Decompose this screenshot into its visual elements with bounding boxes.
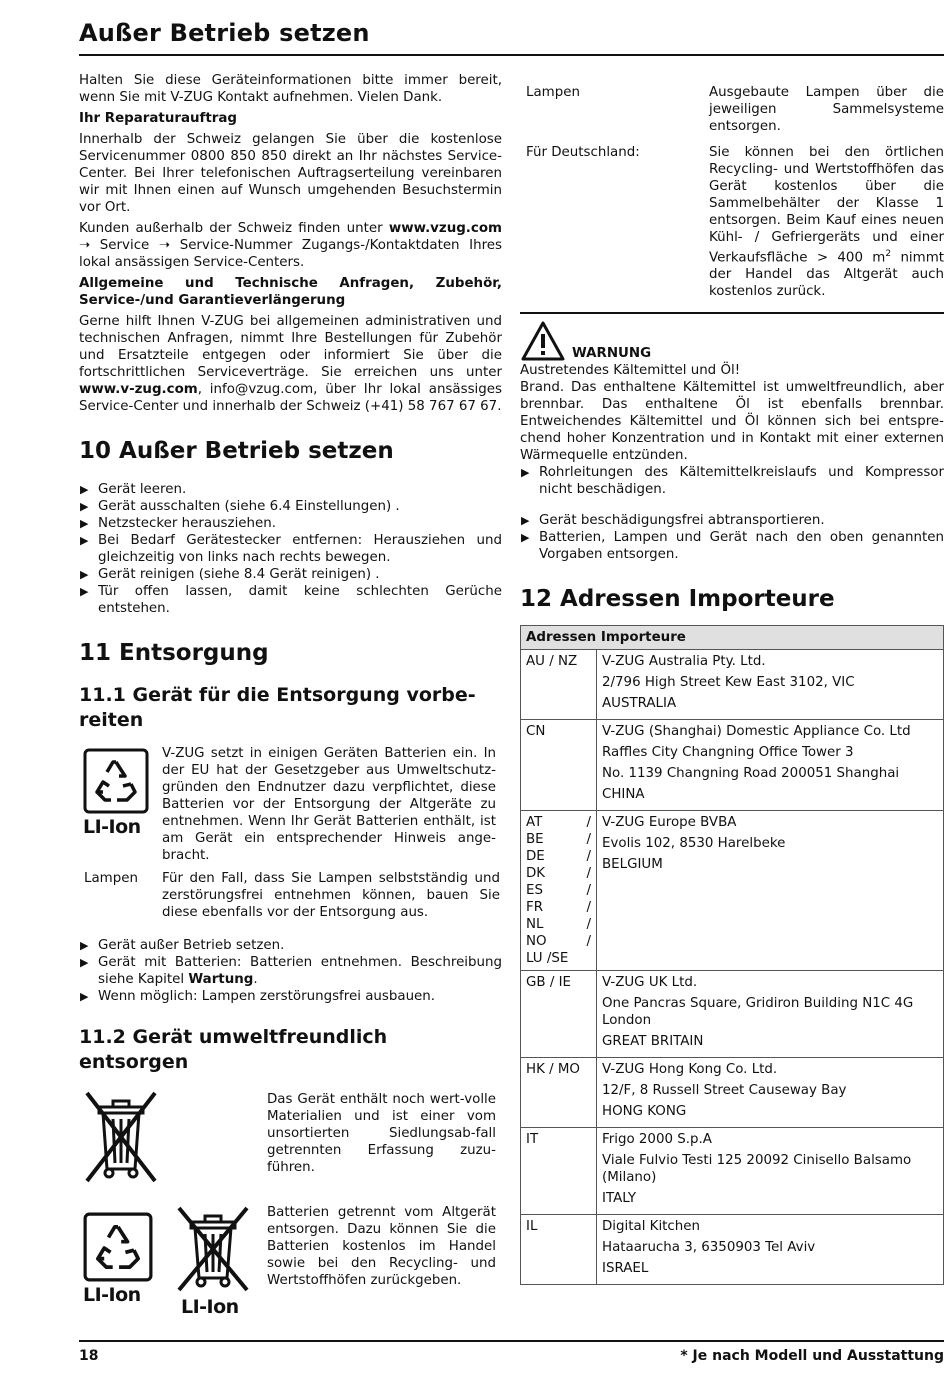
section-10-title: 10 Außer Betrieb setzen (79, 438, 394, 464)
lamps-desc: Für den Fall, dass Sie Lampen selbstständig und zerstörungsfrei entnehmen können, bauen Sie diese ebenfalls vor der Entsorgung aus. (162, 871, 500, 920)
abroad-text (79, 220, 502, 271)
address-line: V-ZUG Australia Pty. Ltd. (602, 654, 766, 670)
address-cell (597, 971, 944, 1058)
page-number: 18 (79, 1348, 99, 1364)
importers-table (520, 625, 944, 1285)
country-code: IL (526, 1219, 538, 1235)
address-line: Raffles City Changning Office Tower 3 (602, 745, 854, 761)
vzug-link[interactable]: www.vzug.com (388, 221, 502, 236)
list-item: ▶ Bei Bedarf Gerätestecker entfernen: Herausziehen und gleichzeitig von links nach rechts bewegen. (79, 532, 502, 566)
table-row (521, 1128, 944, 1215)
abroad-prefix: Kunden außerhalb der Schweiz finden unter (79, 221, 389, 236)
warning-box (520, 312, 944, 498)
li-ion-recycling-icon (79, 745, 162, 836)
list-item: ▶ Rohrleitungen des Kältemittelkreislaufs und Kompressor nicht beschädigen. (520, 464, 944, 498)
separator: / (586, 934, 591, 950)
country-code (526, 933, 591, 950)
country-code (526, 814, 591, 831)
address-cell (597, 650, 944, 720)
country-codes-cell (521, 971, 597, 1058)
section-11-2-title: 11.2 Gerät umweltfreundlich entsorgen (79, 1026, 388, 1073)
list-item: ▶ Gerät leeren. (79, 481, 502, 498)
address-cell (597, 1058, 944, 1128)
country-code-text: DE (526, 849, 545, 865)
country-codes-cell (521, 1215, 597, 1285)
crossed-bin-li-ion-icon (175, 1204, 265, 1316)
country-codes-cell (521, 811, 597, 971)
table-header: Adressen Importeure (521, 626, 944, 650)
v-zug-link[interactable]: www.v-zug.com (79, 382, 198, 397)
separator: / (586, 815, 591, 831)
lamps-term: Lampen (84, 871, 138, 886)
country-code-text: LU /SE (526, 951, 569, 967)
li-ion-label: LI-Ion (181, 1296, 239, 1318)
country-code-text: FR (526, 900, 544, 916)
country-code: AU / NZ (526, 654, 578, 670)
germany-definition (520, 144, 944, 300)
address-line: 2/796 High Street Kew East 3102, VIC (602, 675, 855, 691)
table-row (521, 1215, 944, 1285)
table-row (521, 971, 944, 1058)
address-cell (597, 1128, 944, 1215)
address-line: V-ZUG Europe BVBA (602, 815, 737, 831)
warning-steps (520, 464, 944, 498)
country-code (526, 916, 591, 933)
address-cell (597, 720, 944, 811)
list-item: ▶ Gerät reinigen (siehe 8.4 Gerät reinigen) . (79, 566, 502, 583)
address-line: V-ZUG (Shanghai) Domestic Appliance Co. Ltd (602, 724, 911, 740)
left-column (79, 72, 502, 1316)
warning-header (520, 318, 944, 362)
page-header (79, 18, 944, 56)
warning-label: WARNUNG (572, 346, 652, 362)
country-code: GB / IE (526, 975, 571, 991)
address-line: ITALY (602, 1191, 637, 1207)
address-line: AUSTRALIA (602, 696, 677, 712)
address-line: Digital Kitchen (602, 1219, 701, 1235)
list-item: ▶ Gerät ausschalten (siehe 6.4 Einstellungen) . (79, 498, 502, 515)
country-codes-cell (521, 1058, 597, 1128)
germany-desc (709, 144, 944, 300)
list-item-text: Gerät mit Batterien: Batterien entnehmen. Beschreibung siehe Kapitel (98, 955, 502, 987)
list-item: ▶ Gerät mit Batterien: Batterien entnehmen. Beschreibung siehe Kapitel Wartung. (79, 954, 502, 988)
section-12-title: 12 Adressen Importeure (520, 586, 835, 613)
abroad-suffix: ➝ Service ➝ Service-Nummer Zugangs-/Kontaktdaten Ihres lokal ansässigen Service-Centers. (79, 238, 502, 270)
list-item: ▶ Batterien, Lampen und Gerät nach den oben genannten Vorgaben entsorgen. (520, 529, 944, 563)
address-line: CHINA (602, 787, 645, 803)
inquiry-text (79, 313, 502, 415)
address-line: GREAT BRITAIN (602, 1034, 704, 1050)
weee-block (79, 1087, 502, 1190)
country-code: HK / MO (526, 1062, 580, 1078)
disposal-steps (520, 512, 944, 563)
address-line: Evolis 102, 8530 Harelbeke (602, 836, 786, 852)
country-code-text: ES (526, 883, 543, 899)
table-header-row (521, 626, 944, 650)
battery-block (79, 745, 502, 864)
country-code (526, 899, 591, 916)
warning-line1: Austretendes Kältemittel und Öl! (520, 363, 741, 379)
address-line: BELGIUM (602, 857, 663, 873)
crossed-bin-icon (79, 1087, 267, 1190)
germany-term: Für Deutschland: (526, 145, 640, 160)
page-title: Außer Betrieb setzen (79, 19, 370, 47)
lamps-disposal-definition (520, 84, 944, 135)
battery-text: V-ZUG setzt in einigen Geräten Batterien ein. In der EU hat der Gesetzgeber aus Umweltschutz-gründen den Endnutzer dazu verpflichtet, diese Batterien vor der Entsorgung der Altgeräte zu entnehmen. Wenn Ihr Gerät Batterien enthält, ist am Gerät ein entsprechender Hinweis ange-bracht. (162, 746, 496, 863)
battery-separate-text: Batterien getrennt vom Altgerät entsorgen. Dazu können Sie die Batterien kostenlos im Handel sowie bei den Recycling- und Wertstoffhöfen zurückgeben. (267, 1205, 496, 1288)
list-item: ▶ Gerät beschädigungsfrei abtransportieren. (520, 512, 944, 529)
separator: / (586, 917, 591, 933)
country-code-text: AT (526, 815, 543, 831)
country-code-text: NO (526, 934, 547, 950)
table-row (521, 1058, 944, 1128)
country-code-text: NL (526, 917, 544, 933)
country-codes-cell (521, 1128, 597, 1215)
li-ion-recycling-icon (83, 1204, 175, 1316)
country-code-text: DK (526, 866, 546, 882)
address-cell (597, 1215, 944, 1285)
battery-separate-block (79, 1204, 502, 1316)
address-line: 12/F, 8 Russell Street Causeway Bay (602, 1083, 847, 1099)
country-codes-cell (521, 650, 597, 720)
li-ion-label: LI-Ion (83, 816, 141, 838)
intro-text: Halten Sie diese Geräteinformationen bitte immer bereit, wenn Sie mit V-ZUG Kontakt aufnehmen. Vielen Dank. (79, 73, 502, 105)
separator: / (586, 866, 591, 882)
right-column (520, 84, 944, 1285)
country-code-text: BE (526, 832, 544, 848)
warning-text: Brand. Das enthaltene Kältemittel ist umweltfreundlich, aber brennbar. Das enthaltene Öl ist ebenfalls brennbar. Entweichendes Kältemittel und Öl können sich bei entspre-chend hoher Konzentration und in Kontakt mit einer externen Wärmequelle entzünden. (520, 380, 944, 464)
separator: / (586, 900, 591, 916)
country-code (526, 950, 591, 967)
germany-desc-a: Sie können bei den örtlichen Recycling- und Wertstoffhöfen das Gerät kostenlos über die Sammelbehälter der Klasse 1 entsorgen. Beim Kauf eines neuen Kühl- / Gefriergeräts und einer Verkaufsfläche > 400 m (709, 145, 944, 266)
repair-text: Innerhalb der Schweiz gelangen Sie über die kostenlose Servicenummer 0800 850 850 direkt an Ihr nächstes Service-Center. Bei Ihrer telefonischen Auftragserteilung vereinbaren wir mit Ihnen einen auf Wunsch umgehenden Besuchstermin vor Ort. (79, 132, 502, 215)
table-row (521, 650, 944, 720)
section-11-title: 11 Entsorgung (79, 640, 269, 666)
repair-heading: Ihr Reparaturauftrag (79, 111, 237, 126)
battery-icons (79, 1204, 267, 1316)
li-ion-label: LI-Ion (83, 1284, 141, 1306)
address-line: Frigo 2000 S.p.A (602, 1132, 712, 1148)
footer-note: * Je nach Modell und Ausstattung (680, 1348, 944, 1364)
address-line: One Pancras Square, Gridiron Building N1C 4G London (602, 996, 914, 1029)
address-line: No. 1139 Changning Road 200051 Shanghai (602, 766, 900, 782)
list-item: ▶ Wenn möglich: Lampen zerstörungsfrei ausbauen. (79, 988, 502, 1005)
list-item: ▶ Netzstecker herausziehen. (79, 515, 502, 532)
inquiry-prefix: Gerne hilft Ihnen V-ZUG bei allgemeinen administrativen und technischen Anfragen, nimmt Ihre Bestellungen für Zubehör und Ersatzteile entgegen oder informiert Sie über die fortschrittlichen Serviceverträge. Sie erreichen uns unter (79, 314, 502, 380)
country-code: CN (526, 724, 546, 740)
lamps-definition (79, 870, 502, 921)
warning-triangle-icon (520, 320, 566, 362)
table-row (521, 720, 944, 811)
section-11-1-steps (79, 937, 502, 1005)
address-line: V-ZUG Hong Kong Co. Ltd. (602, 1062, 778, 1078)
section-10-steps (79, 481, 502, 617)
address-cell (597, 811, 944, 971)
country-codes-cell (521, 720, 597, 811)
address-line: ISRAEL (602, 1261, 649, 1277)
country-code (526, 848, 591, 865)
germany-desc-b: nimmt der Handel das Altgerät auch kostenlos zurück. (709, 250, 944, 300)
section-11-1-title: 11.1 Gerät für die Entsorgung vorbe-reiten (79, 684, 476, 731)
lamps-term: Lampen (526, 85, 580, 100)
wartung-link[interactable]: Wartung (188, 972, 254, 987)
separator: / (586, 883, 591, 899)
inquiry-suffix: , info@vzug.com, über Ihr lokal ansässiges Service-Center und innerhalb der Schweiz (+41) 58 767 67 67. (79, 382, 502, 414)
importers-table-body (521, 650, 944, 1285)
address-line: Viale Fulvio Testi 125 20092 Cinisello Balsamo (Milano) (602, 1153, 912, 1186)
address-line: Hataarucha 3, 6350903 Tel Aviv (602, 1240, 816, 1256)
country-code (526, 831, 591, 848)
page-footer (79, 1340, 944, 1365)
weee-text: Das Gerät enthält noch wert-volle Materialien und ist einer vom unsortierten Siedlungsab-fall getrennten Erfassung zuzu-führen. (267, 1092, 496, 1175)
address-line: HONG KONG (602, 1104, 687, 1120)
list-item: ▶ Gerät außer Betrieb setzen. (79, 937, 502, 954)
lamps-desc: Ausgebaute Lampen über die jeweiligen Sammelsysteme entsorgen. (709, 85, 944, 134)
list-item: ▶ Tür offen lassen, damit keine schlechten Gerüche entstehen. (79, 583, 502, 617)
address-line: V-ZUG UK Ltd. (602, 975, 698, 991)
country-code: IT (526, 1132, 539, 1148)
country-code (526, 882, 591, 899)
country-code (526, 865, 591, 882)
inquiry-heading: Allgemeine und Technische Anfragen, Zubehör, Service-/und Garantieverlängerung (79, 276, 502, 308)
table-row (521, 811, 944, 971)
superscript: 2 (885, 249, 892, 259)
separator: / (586, 832, 591, 848)
separator: / (586, 849, 591, 865)
